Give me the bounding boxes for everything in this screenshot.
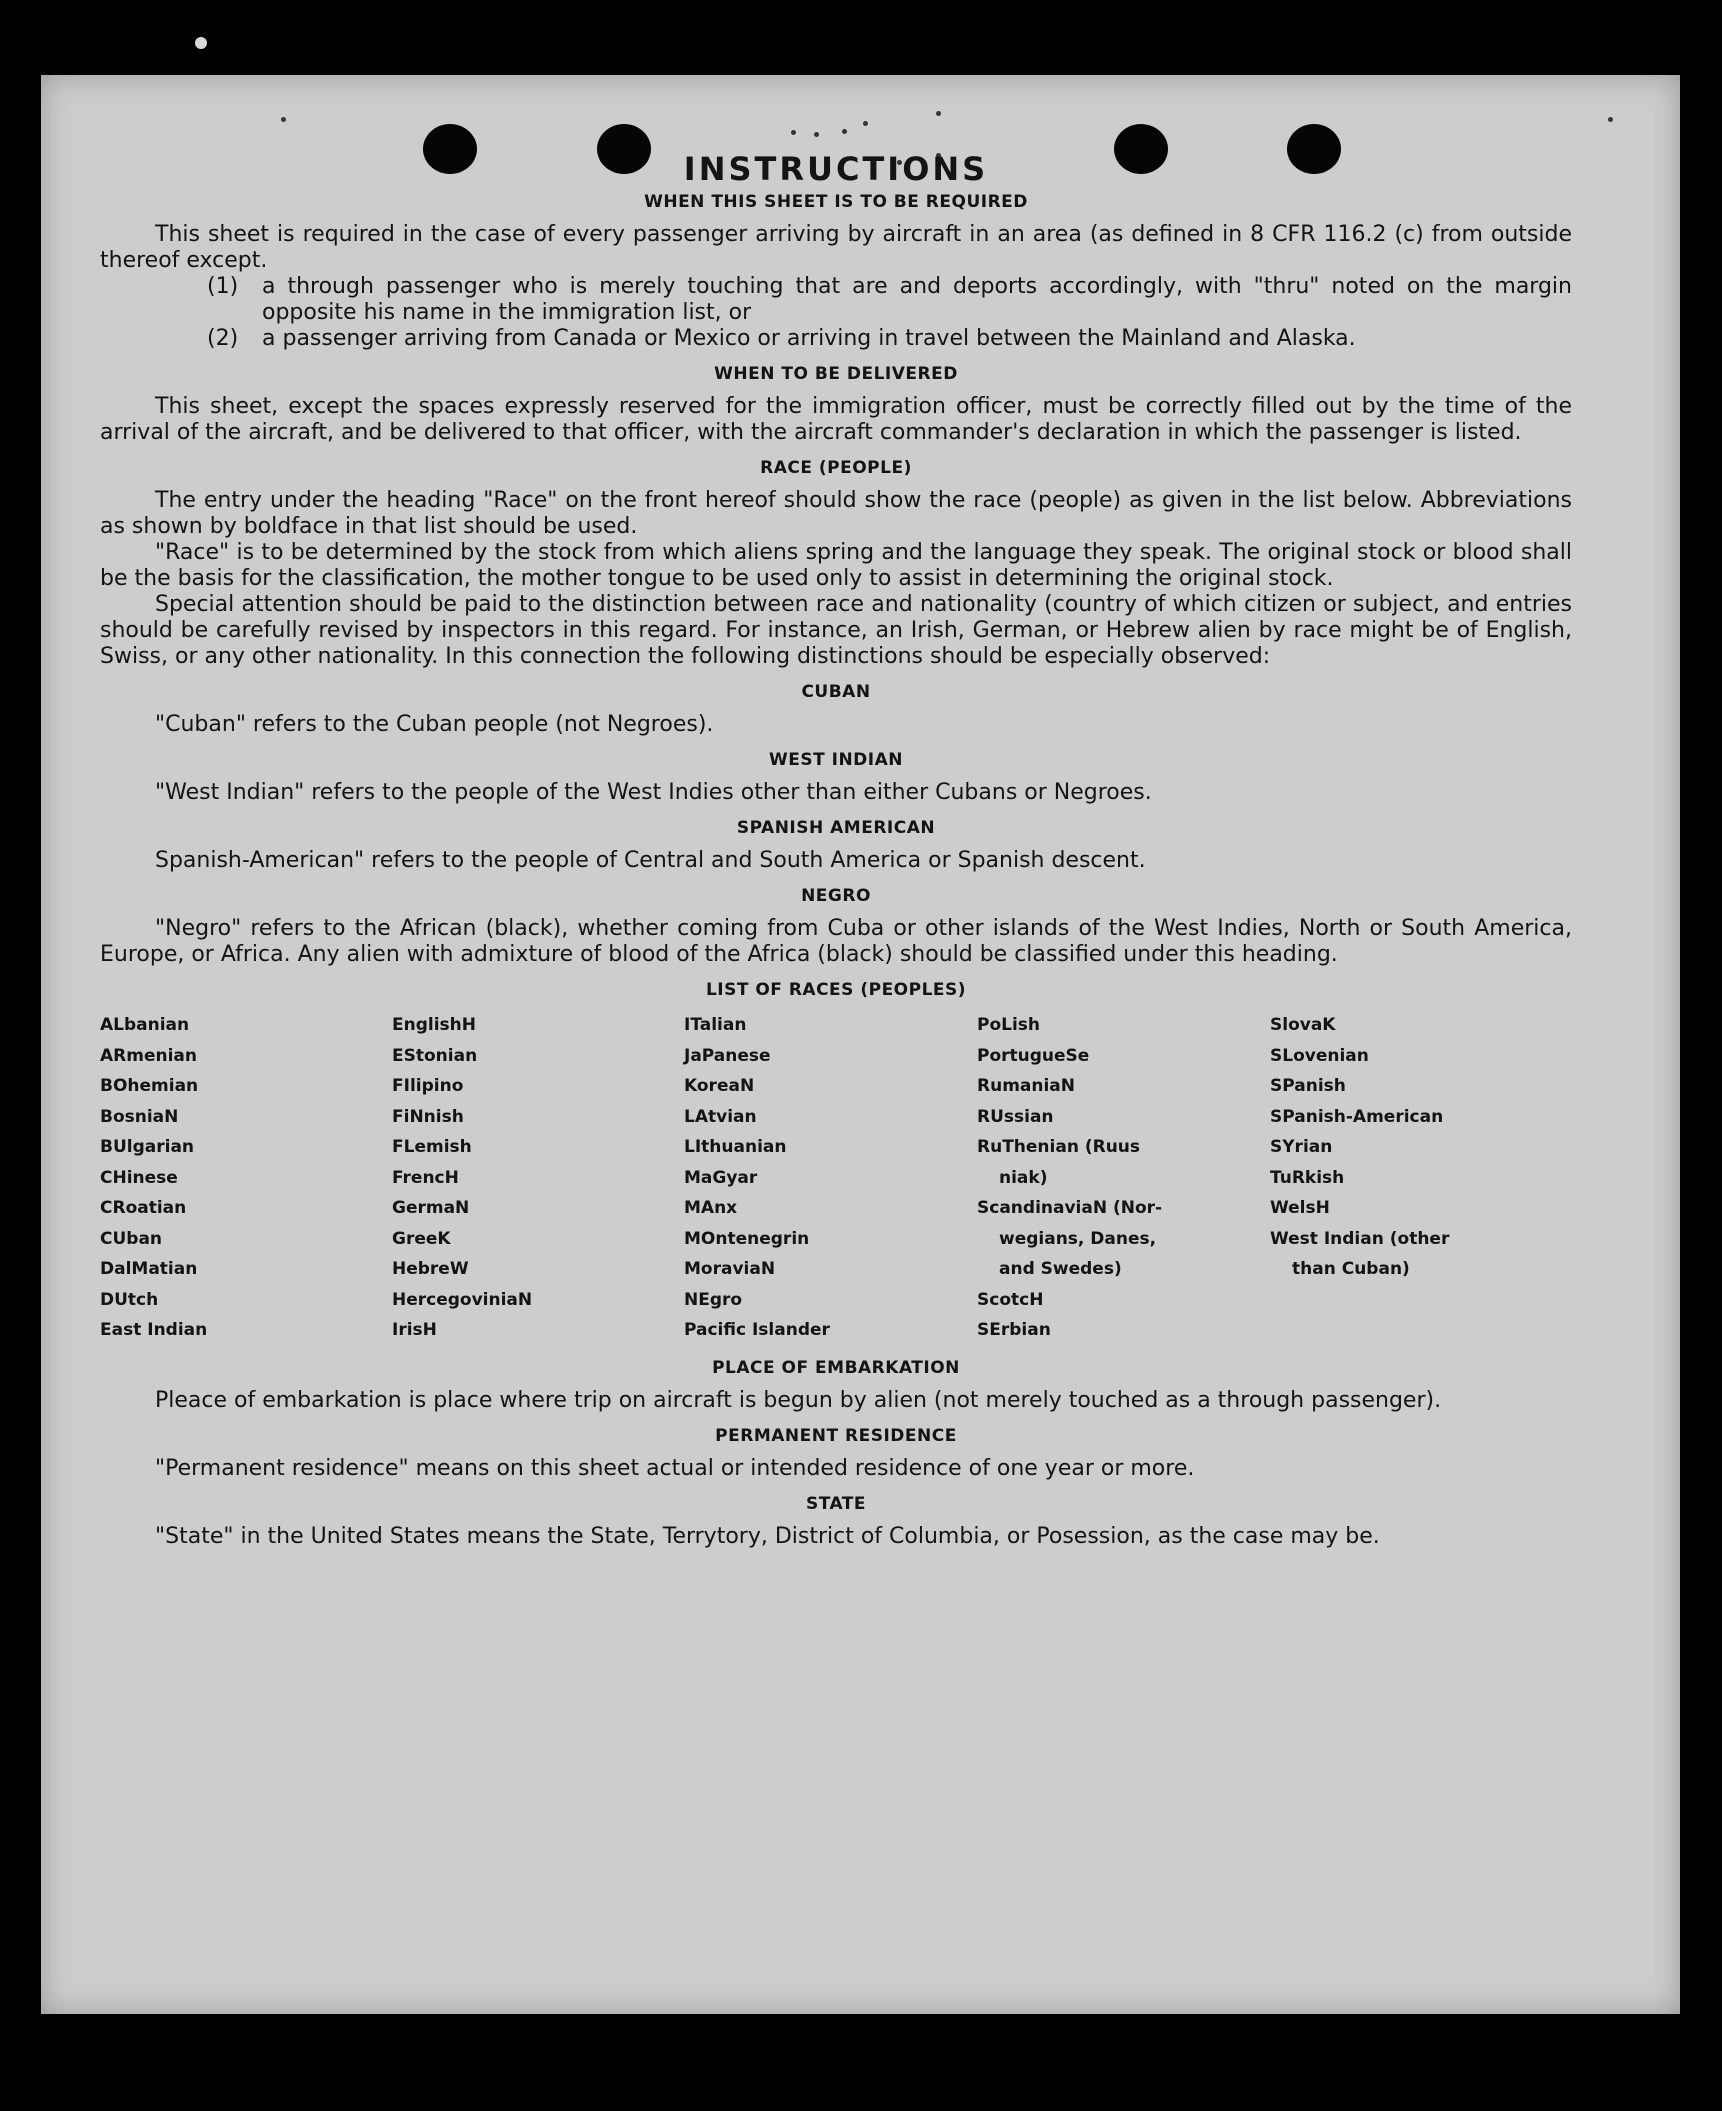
scan-speck <box>791 130 796 135</box>
race-entry: HercegoviniaN <box>392 1289 533 1310</box>
race-entry: MAnx <box>684 1198 738 1218</box>
race-entry: ARmenian <box>100 1045 197 1066</box>
race-entry: CHinese <box>100 1167 178 1188</box>
race-entry: ScotcH <box>977 1289 1044 1310</box>
race-entry: niak) <box>999 1167 1048 1188</box>
race-entry: MoraviaN <box>684 1259 776 1279</box>
scan-speck <box>814 132 819 137</box>
race-entry: NEgro <box>684 1289 743 1310</box>
scan-speck <box>1608 117 1613 122</box>
race-entry: EnglishH <box>392 1015 476 1035</box>
paragraph-residence: "Permanent residence" means on this sheet actual or intended residence of one year or more. <box>155 1455 1195 1481</box>
race-entry: BUlgarian <box>100 1137 195 1157</box>
paragraph-race-2: "Race" is to be determined by the stock from which aliens spring and the language they speak. The original stock or blood shall be the basis for the classification, the mother tongue to be used only to assist in determining the original stock. <box>100 540 1572 591</box>
race-entry: TuRkish <box>1270 1167 1345 1188</box>
races-list <box>100 1010 1572 1346</box>
race-entry: BOhemian <box>100 1076 199 1096</box>
paragraph-cuban: "Cuban" refers to the Cuban people (not Negroes). <box>155 712 714 737</box>
item-number: (2) <box>207 326 239 351</box>
section-heading-negro: NEGRO <box>801 886 871 906</box>
race-entry: PortugueSe <box>977 1045 1090 1066</box>
section-heading-spanish-american: SPANISH AMERICAN <box>736 818 936 838</box>
page-title: INSTRUCTIONS <box>683 150 989 188</box>
races-column <box>977 1010 1270 1346</box>
paragraph-when-delivered: This sheet, except the spaces expressly reserved for the immigration officer, must be correctly filled out by the time of the arrival of the aircraft, and be delivered to that officer, with the aircraft commander's declaration in which the passenger is listed. <box>100 394 1572 445</box>
section-heading-state: STATE <box>805 1493 867 1514</box>
paragraph-embarkation: Pleace of embarkation is place where trip on aircraft is begun by alien (not merely touched as a through passenger). <box>155 1387 1442 1413</box>
race-entry: HebreW <box>392 1259 469 1279</box>
scan-speck <box>863 121 868 126</box>
paragraph-race-3: Special attention should be paid to the distinction between race and nationality (country of which citizen or subject, and entries should be carefully revised by inspectors in this regard. For instance, an Irish, German, or Hebrew alien by race might be of English, Swiss, or any other nationality. In this connection the following distinctions should be especially observed: <box>100 592 1572 669</box>
race-entry: DalMatian <box>100 1259 198 1279</box>
paragraph-west-indian: "West Indian" refers to the people of the West Indies other than either Cubans or Negroes. <box>155 780 1152 805</box>
race-entry: MOntenegrin <box>684 1228 810 1249</box>
race-entry: East Indian <box>100 1320 208 1340</box>
paragraph-negro: "Negro" refers to the African (black), whether coming from Cuba or other islands of the West Indies, North or South America, Europe, or Africa. Any alien with admixture of blood of the Africa (black) should be classified under this heading. <box>100 916 1572 967</box>
race-entry: SYrian <box>1270 1137 1333 1157</box>
race-entry: RUssian <box>977 1106 1054 1127</box>
race-entry: FiNnish <box>392 1106 464 1127</box>
race-entry: SErbian <box>977 1320 1051 1340</box>
race-entry: RumaniaN <box>977 1076 1076 1096</box>
race-entry: LAtvian <box>684 1106 757 1127</box>
section-heading-embarkation: PLACE OF EMBARKATION <box>712 1357 960 1378</box>
item-number: (1) <box>207 274 239 299</box>
instructions-content <box>100 150 1572 1550</box>
item-text: a passenger arriving from Canada or Mexico or arriving in travel between the Mainland and Alaska. <box>262 326 1356 351</box>
race-entry: wegians, Danes, <box>999 1228 1157 1249</box>
race-entry: LIthuanian <box>684 1137 787 1157</box>
race-entry: ALbanian <box>100 1015 190 1035</box>
race-entry: than Cuban) <box>1292 1259 1410 1279</box>
scan-speck <box>281 117 286 122</box>
paragraph-when-required: This sheet is required in the case of every passenger arriving by aircraft in an area (as defined in 8 CFR 116.2 (c) from outside thereof except. <box>100 222 1572 273</box>
race-entry: RuThenian (Ruus <box>977 1137 1141 1157</box>
race-entry: and Swedes) <box>999 1259 1122 1279</box>
race-entry: GreeK <box>392 1228 451 1249</box>
section-heading-race: RACE (PEOPLE) <box>760 458 912 478</box>
race-entry: FIlipino <box>392 1076 464 1096</box>
scan-speck <box>195 37 207 49</box>
section-heading-west-indian: WEST INDIAN <box>769 750 903 770</box>
exception-item <box>100 274 1572 326</box>
paragraph-race-1: The entry under the heading "Race" on the front hereof should show the race (people) as given in the list below. Abbreviations as shown by boldface in that list should be used. <box>100 488 1572 539</box>
race-entry: FrencH <box>392 1167 459 1188</box>
race-entry: IrisH <box>392 1320 437 1340</box>
item-text: a through passenger who is merely touching that are and deports accordingly, with "thru" noted on the margin opposite his name in the immigration list, or <box>262 274 1572 325</box>
race-entry: KoreaN <box>684 1076 755 1096</box>
race-entry: West Indian (other <box>1270 1228 1450 1249</box>
races-column <box>684 1010 977 1346</box>
race-entry: MaGyar <box>684 1167 758 1188</box>
race-entry: SPanish-American <box>1270 1106 1444 1127</box>
paragraph-state: "State" in the United States means the State, Terrytory, District of Columbia, or Posession, as the case may be. <box>155 1523 1380 1549</box>
race-entry: CRoatian <box>100 1198 187 1218</box>
section-heading-when-required: WHEN THIS SHEET IS TO BE REQUIRED <box>644 192 1028 212</box>
race-entry: DUtch <box>100 1289 159 1310</box>
race-entry: SLovenian <box>1270 1045 1369 1066</box>
race-entry: JaPanese <box>684 1045 771 1066</box>
race-entry: CUban <box>100 1228 163 1249</box>
race-entry: WelsH <box>1270 1198 1330 1218</box>
scan-speck <box>842 129 847 134</box>
exception-item <box>100 326 1572 352</box>
races-column <box>1270 1010 1572 1346</box>
section-heading-cuban: CUBAN <box>801 682 871 702</box>
race-entry: SlovaK <box>1270 1015 1336 1035</box>
races-column <box>100 1010 392 1346</box>
section-heading-when-delivered: WHEN TO BE DELIVERED <box>714 364 958 384</box>
race-entry: ScandinaviaN (Nor- <box>977 1198 1163 1218</box>
race-entry: SPanish <box>1270 1076 1346 1096</box>
race-entry: Pacific Islander <box>684 1320 830 1340</box>
race-entry: FLemish <box>392 1137 472 1157</box>
race-entry: PoLish <box>977 1015 1041 1035</box>
race-entry: BosniaN <box>100 1106 179 1127</box>
section-heading-list-of-races: LIST OF RACES (PEOPLES) <box>705 980 967 1000</box>
paragraph-spanish-american: Spanish-American" refers to the people of Central and South America or Spanish descent. <box>155 848 1146 873</box>
race-entry: ITalian <box>684 1015 747 1035</box>
race-entry: GermaN <box>392 1198 470 1218</box>
scan-speck <box>936 111 941 116</box>
section-heading-residence: PERMANENT RESIDENCE <box>715 1425 957 1446</box>
race-entry: EStonian <box>392 1045 478 1066</box>
races-column <box>392 1010 684 1346</box>
